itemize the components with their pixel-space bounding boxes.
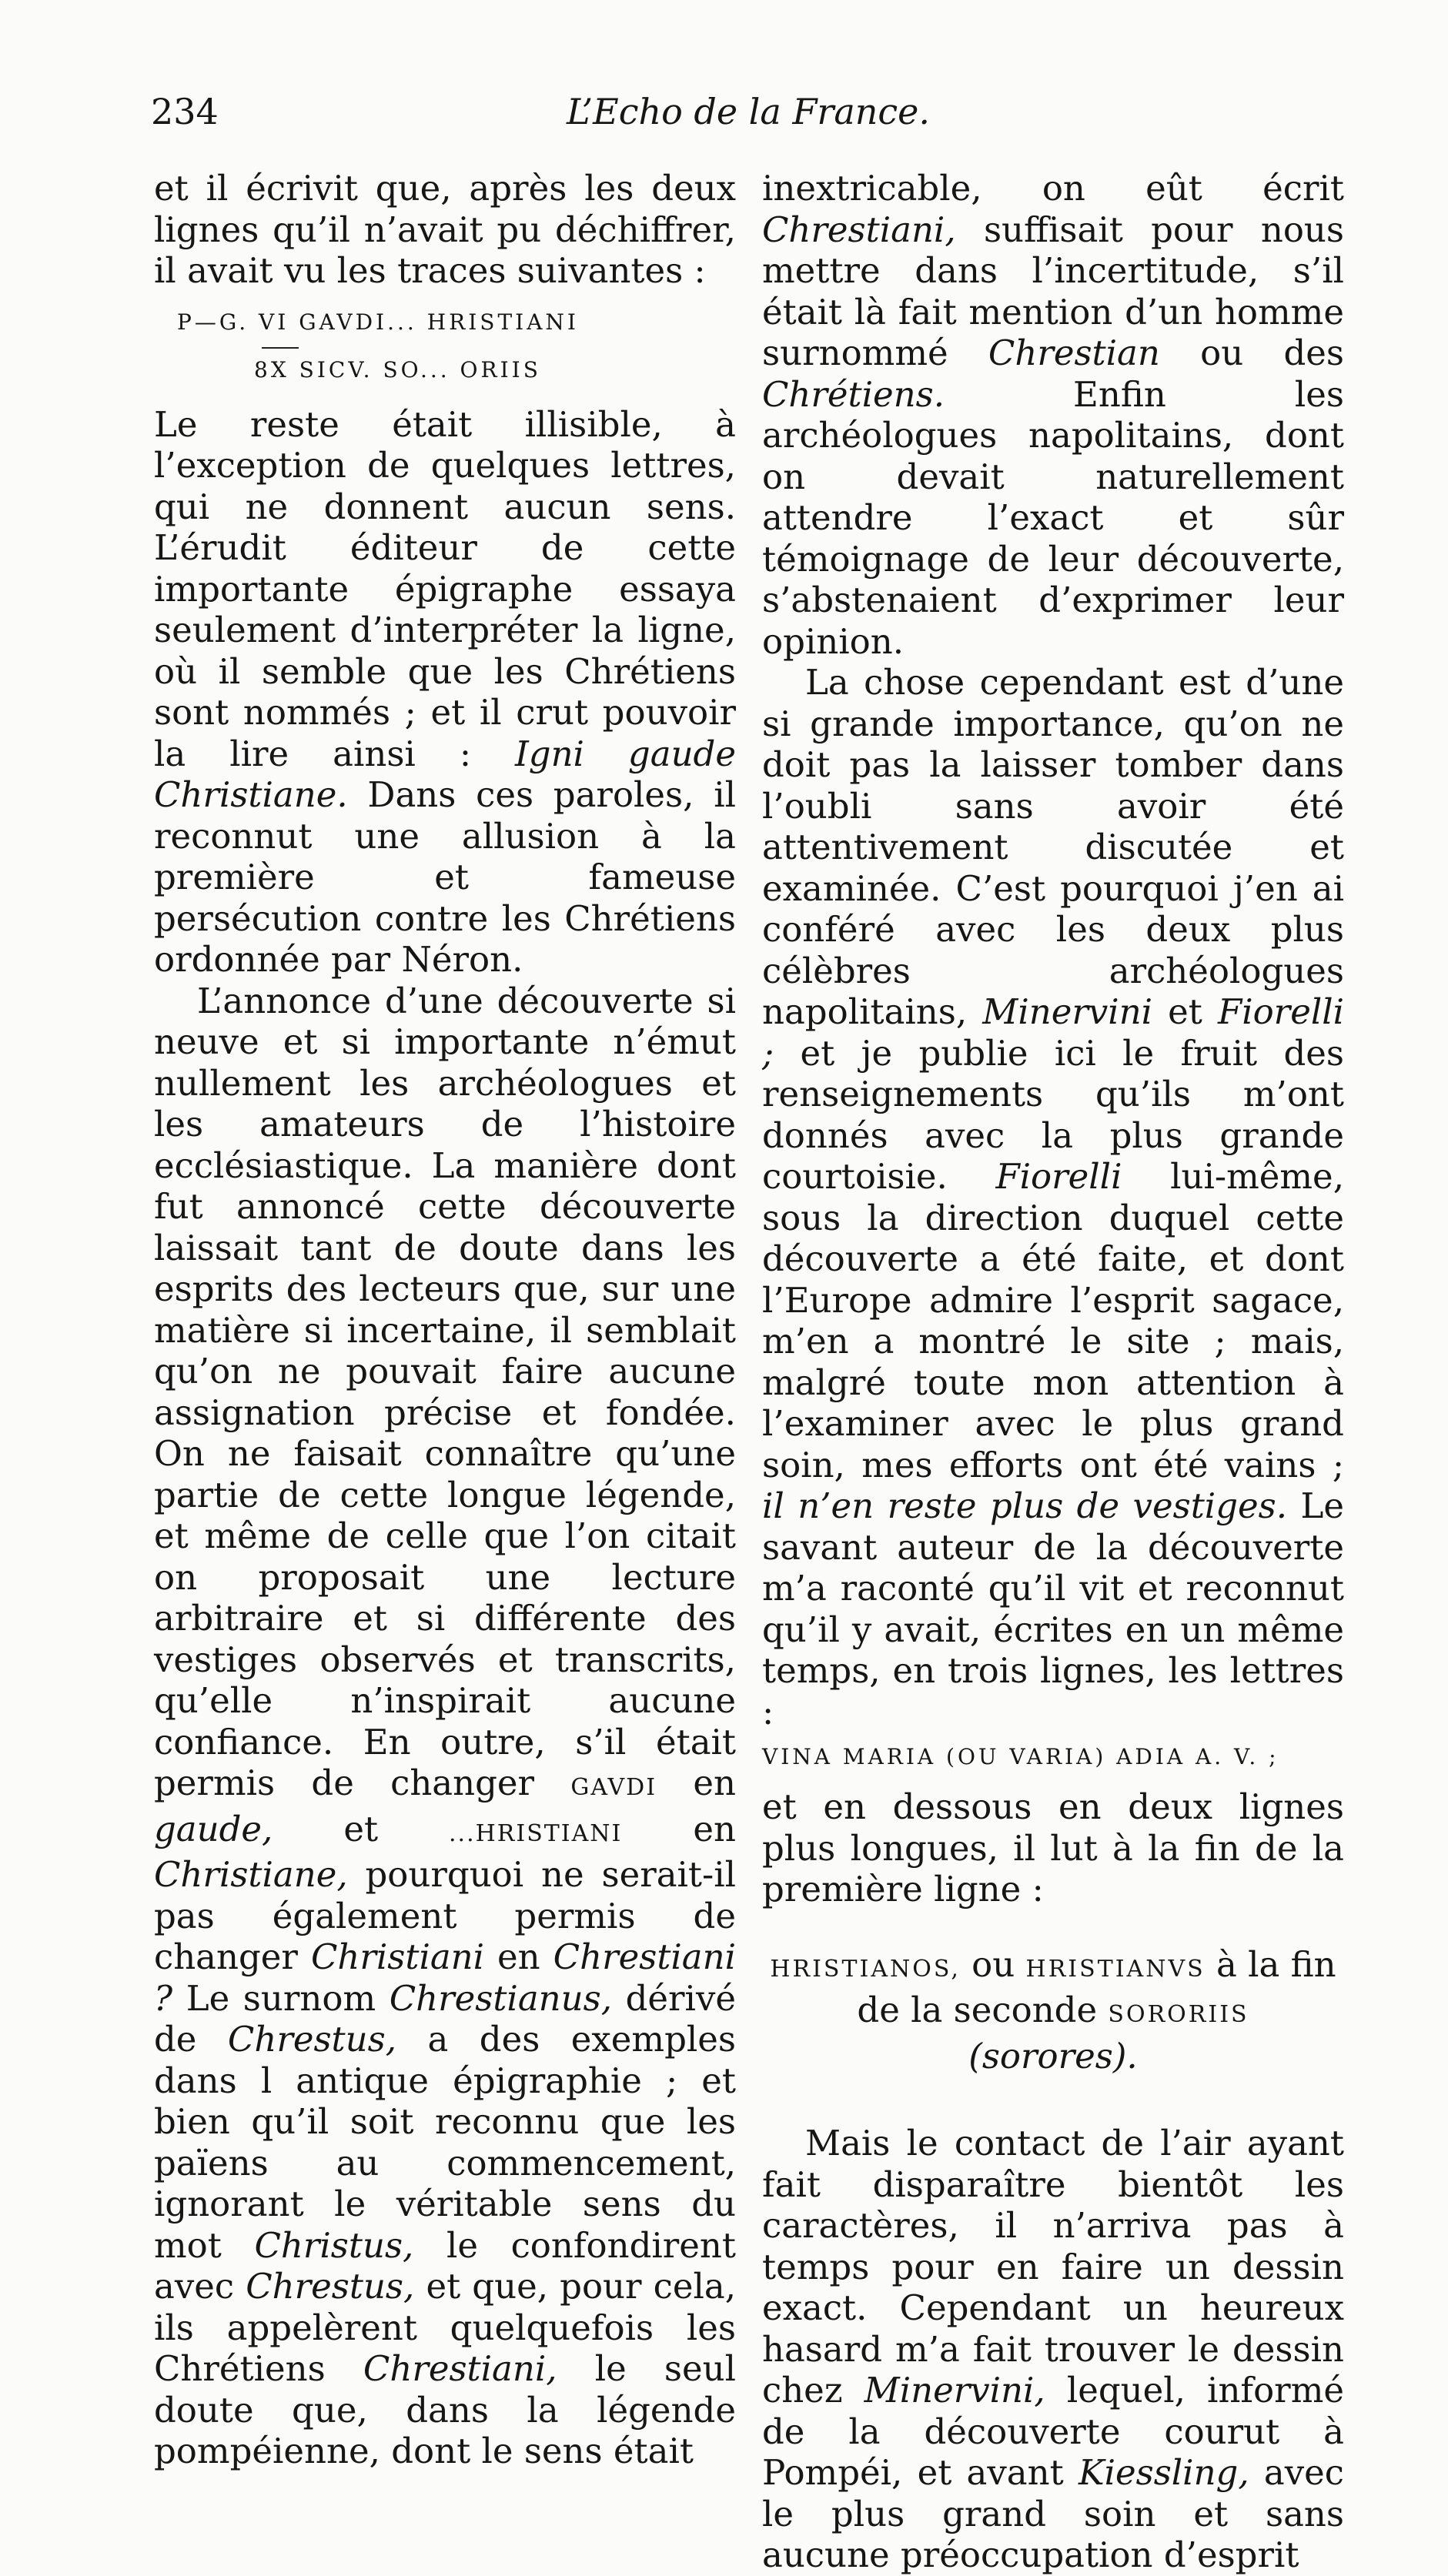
italic-run: Chrestus,: [227, 2019, 397, 2060]
italic-run: Fiorelli: [995, 1156, 1122, 1197]
text-run: L’annonce d’une découverte si neuve et si importante n’émut nullement les archéologues et les amateurs de l’histoire ecclésiastique. La manière dont fut annoncé cette découverte laissait tant de doute dans les esprits des lecteurs que, sur une matière si incertaine, il semblait qu’on ne pouvait faire aucune assignation précise et fondée. On ne faisait connaître qu’une partie de cette longue légende, et même de celle que l’on citait on proposait une lecture arbitraire et si différente des vestiges observés et transcrits, qu’elle n’inspirait aucune confiance. En outre, s’il était permis de changer: [154, 980, 736, 1803]
text-run: et: [1152, 991, 1218, 1032]
paragraph: et il écrivit que, après les deux lignes qu’il n’avait pu déchiffrer, il avait vu les traces suivantes :: [154, 168, 736, 291]
paragraph: [154, 404, 736, 981]
text-run: Enfin les archéologues napolitains, dont on devait naturellement attendre l’exact et sûr témoignage de leur découverte, s’abstenaient d’exprimer leur opinion.: [762, 373, 1344, 662]
paragraph: [154, 981, 736, 2472]
small-caps-run: SORORIIS: [1108, 2001, 1249, 2028]
inscription-line: VINA MARIA (OU VARIA) ADIA A. V. ;: [762, 1744, 1279, 1769]
text-run: le seul doute que, dans la légende pompéienne, dont le sens était: [154, 2348, 736, 2471]
text-run: pourquoi ne serait-il pas également permis de changer: [154, 1854, 736, 1977]
text-run: en: [622, 1808, 736, 1849]
italic-run: Chrestiani,: [363, 2348, 557, 2389]
italic-run: il n’en reste plus de vestiges.: [762, 1485, 1288, 1526]
text-run: Le reste était illisible, à l’exception de quelques lettres, qui ne donnent aucun sens. L’érudit éditeur de cette importante épigraphe essaya seulement d’interpréter la ligne, où il semble que les Chrétiens sont nommés ; et il crut pouvoir la lire ainsi :: [154, 403, 736, 774]
paragraph: et en dessous en deux lignes plus longues, il lut à la fin de la première ligne :: [762, 1786, 1344, 1909]
text-run: ou: [960, 1943, 1026, 1985]
text-run: Le savant auteur de la découverte m’a raconté qu’il vit et reconnut qu’il y avait, écrites en un même temps, en trois lignes, les lettres :: [762, 1485, 1344, 1732]
italic-run: (sorores).: [968, 2035, 1138, 2077]
italic-run: Minervini: [982, 991, 1153, 1032]
text-run: suffisait pour nous mettre dans l’incertitude, s’il était là fait mention d’un homme surnommé: [762, 209, 1344, 373]
italic-run: Fiorelli ;: [762, 991, 1344, 1074]
italic-run: Minervini,: [864, 2370, 1045, 2411]
paragraph: [762, 2123, 1344, 2576]
divider: [262, 347, 299, 349]
text-run: et je publie ici le fruit des renseignements qu’ils m’ont donnés avec la plus grande courtoisie.: [762, 1032, 1344, 1197]
italic-run: Chrestianus,: [389, 1977, 613, 2019]
text-run: le confondirent avec: [154, 2224, 737, 2307]
right-column: [762, 168, 1344, 2576]
text-run: et: [273, 1808, 450, 1849]
centered-inscription: [762, 1944, 1344, 2077]
page-header: [151, 91, 1346, 152]
italic-run: Kiessling,: [1078, 2452, 1249, 2493]
italic-run: Chrestiani,: [762, 209, 956, 250]
text-run: Dans ces paroles, il reconnut une allusion à la première et fameuse persécution contre les Chrétiens ordonnée par Néron.: [154, 774, 736, 980]
text-run: Le surnom: [172, 1977, 390, 2019]
running-title: L’Echo de la France.: [566, 91, 931, 132]
italic-run: Igni gaude Christiane.: [154, 733, 736, 815]
italic-run: Chrétiens.: [762, 373, 945, 415]
text-run: ou des: [1159, 332, 1344, 373]
text-run: lequel, informé de la découverte courut à Pompéi, et avant: [762, 2370, 1344, 2493]
italic-run: Christiane,: [154, 1854, 348, 1895]
left-column: [154, 168, 736, 2472]
text-run: à la fin de la seconde: [857, 1943, 1336, 2030]
italic-run: Christiani: [310, 1936, 485, 1977]
text-run: et que, pour cela, ils appelèrent quelquefois les Chrétiens: [154, 2266, 737, 2389]
small-caps-run: HRISTIANVS: [1025, 1955, 1206, 1983]
text-run: en: [657, 1762, 736, 1803]
text-run: a des exemples dans l antique épigraphie ; et bien qu’il soit reconnu que les païens au commencement, ignorant le véritable sens du mot: [154, 2019, 736, 2266]
page-number: 234: [151, 91, 219, 132]
text-run: avec le plus grand soin et sans aucune préoccupation d’esprit: [762, 2452, 1345, 2575]
paragraph: [762, 662, 1344, 1732]
paragraph: [762, 168, 1344, 662]
text-run: Mais le contact de l’air ayant fait disparaître bientôt les caractères, il n’arriva pas à temps pour en faire un dessin exact. Cependant un heureux hasard m’a fait trouver le dessin chez: [762, 2123, 1344, 2411]
text-run: inextricable, on eût écrit: [762, 168, 1344, 209]
text-run: La chose cependant est d’une si grande importance, qu’on ne doit pas la laisser tomber dans l’oubli sans avoir été attentivement discutée et examinée. C’est pourquoi j’en ai conféré avec les deux plus célèbres archéologues napolitains,: [762, 662, 1344, 1032]
text-run: en: [484, 1936, 553, 1977]
italic-run: Chrestiani ?: [154, 1936, 736, 2019]
italic-run: Christus,: [254, 2224, 414, 2266]
inscription-line: P—G. VI GAVDI... HRISTIANI: [177, 309, 579, 335]
text-run: dérivé de: [154, 1977, 736, 2060]
italic-run: gaude,: [154, 1808, 273, 1849]
italic-run: Chrestus,: [246, 2266, 415, 2307]
small-caps-run: ...HRISTIANI: [449, 1819, 623, 1847]
text-run: lui-même, sous la direction duquel cette découverte a été faite, et dont l’Europe admire l’esprit sagace, m’en a montré le site ; mais, malgré toute mon attention à l’examiner avec le plus grand soin, mes efforts ont été vains ;: [762, 1156, 1344, 1485]
italic-run: Chrestian: [988, 332, 1160, 373]
small-caps-run: HRISTIANOS,: [770, 1955, 961, 1983]
inscription-line: 8X SICV. SO... ORIIS: [254, 356, 541, 383]
small-caps-run: GAVDI: [570, 1774, 657, 1801]
